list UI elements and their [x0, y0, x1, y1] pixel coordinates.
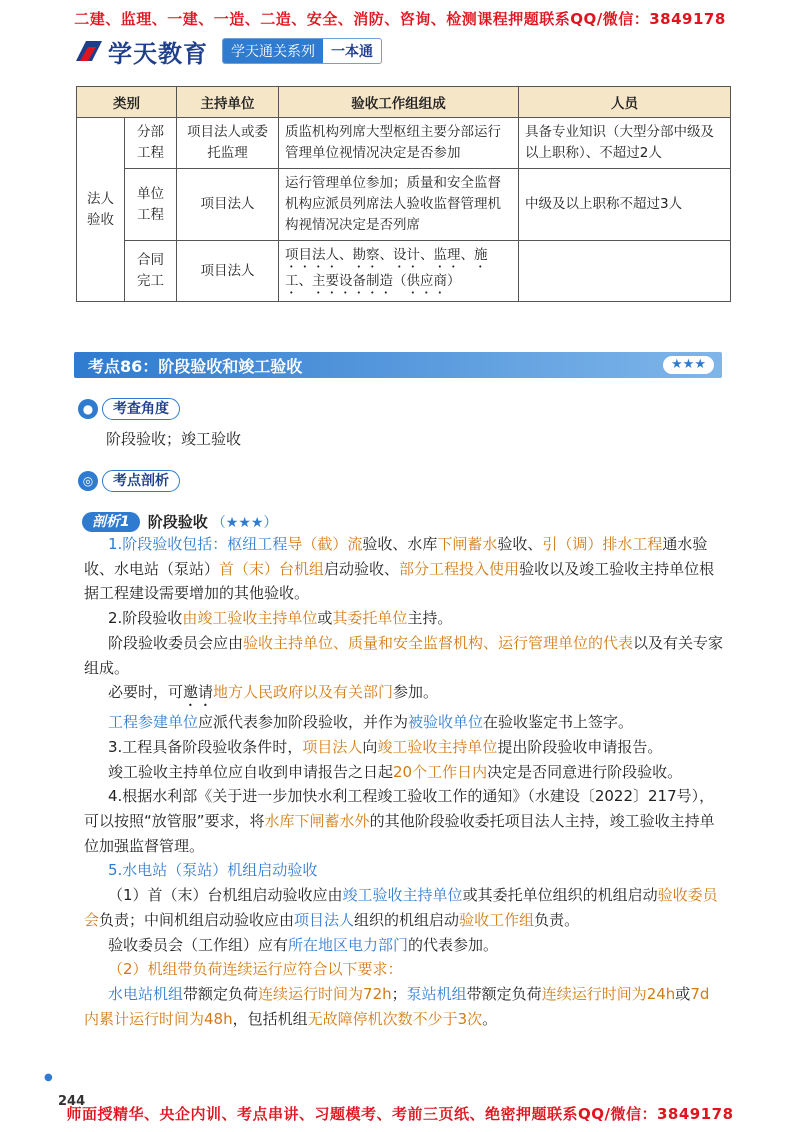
keypoint-title: 考点86：阶段验收和竣工验收	[88, 356, 303, 376]
analysis-label: 考点剖析	[102, 470, 180, 492]
paragraph	[84, 735, 724, 760]
acceptance-table	[76, 86, 731, 302]
target-icon: ◎	[78, 471, 98, 491]
highlight: 地方人民政府以及有关部门	[213, 683, 394, 702]
text-span: 验收委员会（工作组）应有	[108, 935, 289, 954]
text-span: 提出阶段验收申请报告。	[497, 737, 663, 756]
highlight: 部分工程投入使用	[399, 559, 520, 578]
text-span: 在验收鉴定书上签字。	[483, 713, 634, 732]
highlight: 连续运行时间为24h	[541, 984, 676, 1003]
highlight: 下闸蓄水	[437, 535, 498, 553]
text-span: 组织的机组启动	[354, 910, 460, 929]
text-span: 通水验收、水电站（泵站）	[84, 535, 708, 578]
table-header: 人员	[519, 87, 731, 118]
text-span: 3.工程具备阶段验收条件时，	[108, 737, 303, 756]
highlight: 被验收单位	[408, 713, 484, 732]
table-row	[77, 118, 731, 169]
emphasis: 邀请	[183, 683, 214, 702]
highlight: 验收主持单位、质量和安全监督机构、运行管理单位的代表	[243, 633, 634, 652]
table-cell: 中级及以上职称不超过3人	[519, 169, 731, 241]
table-header: 主持单位	[177, 87, 279, 118]
text-span: 。	[482, 1009, 498, 1028]
table-cell: 单位工程	[125, 169, 177, 241]
highlight: 所在地区电力部门	[288, 935, 409, 954]
table-header-row	[77, 87, 731, 118]
table-cell: 项目法人	[177, 169, 279, 241]
paragraph: 5.水电站（泵站）机组启动验收	[108, 861, 318, 880]
text-span: 启动验收、	[324, 559, 400, 578]
table-cell: 质监机构列席大型枢纽主要分部运行管理单位视情况决定是否参加	[279, 118, 519, 169]
analysis-stars: （★★★）	[211, 514, 278, 531]
highlight: 无故障停机次数不少于3次	[307, 1009, 483, 1028]
paragraph	[84, 631, 724, 680]
table-cell: 项目法人	[177, 241, 279, 302]
table-cell: 项目法人、勘察、设计、监理、施工、主要设备制造（供应商）	[279, 241, 519, 302]
series-suffix: 一本通	[331, 44, 373, 60]
keypoint-banner	[74, 352, 722, 378]
highlight: 水库下闸蓄水外	[264, 812, 370, 831]
paragraph	[84, 883, 724, 932]
highlight: 20个工作日内	[393, 762, 488, 781]
highlight: 引（调）排水工程	[542, 535, 663, 553]
text-span: 必要时，可	[108, 683, 184, 702]
angle-text: 阶段验收；竣工验收	[106, 430, 242, 448]
text-span: 参加。	[393, 683, 439, 702]
table-row	[77, 241, 731, 302]
text-span: 主持。	[407, 609, 453, 628]
highlight: 导（截）流	[287, 535, 363, 553]
text-span: 决定是否同意进行阶段验收。	[487, 762, 683, 781]
text-span: 应派代表参加阶段验收，并作为	[198, 713, 409, 732]
text-span: 或其委托单位组织的机组启动	[462, 886, 658, 905]
text-span: 带额定负荷	[466, 984, 542, 1003]
table-header: 类别	[77, 87, 177, 118]
text-span: 竣工验收主持单位应自收到申请报告之日起	[108, 762, 394, 781]
text-span: 4.根据水利部《关于进一步加快水利工程竣工验收工作的通知》（水建设〔2022〕217号），可以按照“放管服”要求，将	[84, 787, 715, 831]
marker-icon: ●	[44, 1072, 53, 1083]
top-ad-banner: 二建、监理、一建、一造、二造、安全、消防、咨询、检测课程押题联系QQ/微信：3849178	[74, 10, 726, 28]
analysis-heading	[78, 470, 180, 492]
text-span: 验收、水库	[362, 535, 438, 553]
text-span: 验收以及竣工验收主持单位根据工程建设需要增加的其他验收。	[84, 559, 715, 603]
brand-name: 学天教育	[108, 39, 208, 68]
bottom-ad-banner: 师面授精华、央企内训、考点串讲、习题模考、考前三页纸、绝密押题联系QQ/微信：3849178	[66, 1105, 734, 1123]
highlight: 连续运行时间为72h	[258, 984, 392, 1003]
text-span: 的代表参加。	[408, 935, 499, 954]
table-cell: 项目法人或委托监理	[177, 118, 279, 169]
table-cell: 具备专业知识（大型分部中级及以上职称）、不超过2人	[519, 118, 731, 169]
paragraph	[84, 710, 724, 735]
text-span: 负责。	[534, 910, 580, 929]
highlight: 由竣工验收主持单位	[182, 609, 318, 628]
highlight: 项目法人	[302, 737, 363, 756]
series-label	[222, 38, 382, 64]
table-cell	[519, 241, 731, 302]
text-span: 或	[317, 609, 333, 628]
location-pin-icon: ●	[78, 399, 98, 419]
keypoint-stars: ★★★	[663, 356, 714, 374]
highlight: 其委托单位	[332, 609, 408, 628]
text-span: 阶段验收委员会应由	[108, 633, 244, 652]
paragraph	[84, 982, 724, 1031]
table-cell: 合同完工	[125, 241, 177, 302]
table-cell: 分部工程	[125, 118, 177, 169]
highlight: 7d内累计运行时间为48h	[84, 984, 710, 1028]
page-number: 244	[58, 1094, 86, 1109]
paragraph	[84, 606, 724, 631]
text-span: 2.阶段验收	[108, 609, 183, 628]
angle-label: 考查角度	[102, 398, 180, 420]
text-span: 带额定负荷	[183, 984, 259, 1003]
highlight: 工程参建单位	[108, 713, 199, 732]
highlight: 泵站机组	[406, 984, 467, 1003]
paragraph	[84, 532, 724, 606]
text-span: （1）首（末）台机组启动验收应由	[108, 886, 343, 905]
highlight: 项目法人	[294, 910, 355, 929]
highlight: 验收委员会	[84, 886, 718, 929]
text-span: ，包括机组	[232, 1009, 308, 1028]
text-span: 以及有关专家组成。	[84, 633, 724, 677]
brand-header	[74, 36, 382, 66]
body-text	[84, 532, 724, 1031]
highlight: 首（末）台机组	[219, 559, 325, 578]
text-span: 1.阶段验收包括：枢纽工程	[108, 535, 288, 553]
analysis-title: 阶段验收	[147, 513, 208, 531]
highlight: 竣工验收主持单位	[342, 886, 463, 905]
paragraph	[84, 933, 724, 958]
highlight: 验收工作组	[459, 910, 535, 929]
table-header: 验收工作组组成	[279, 87, 519, 118]
highlight: 水电站机组	[108, 984, 184, 1003]
text-span: ；	[391, 984, 407, 1003]
text-span: 向	[362, 737, 378, 756]
paragraph	[84, 680, 724, 710]
text-span: 或	[675, 984, 691, 1003]
text-span: 的其他阶段验收委托项目法人主持，竣工验收主持单位加强监督管理。	[84, 812, 715, 855]
text-span: 负责；中间机组启动验收应由	[99, 910, 295, 929]
brand-logo-icon	[74, 39, 104, 63]
analysis-badge: 剖析1	[82, 512, 140, 532]
angle-heading	[78, 398, 180, 420]
paragraph	[84, 760, 724, 785]
paragraph	[84, 784, 724, 858]
analysis-tag	[82, 511, 277, 532]
table-row	[77, 169, 731, 241]
series-name: 学天通关系列	[223, 39, 323, 63]
table-group-cell: 法人验收	[77, 118, 125, 302]
highlight: 竣工验收主持单位	[377, 737, 498, 756]
text-span: 验收、	[497, 535, 543, 553]
table-cell: 运行管理单位参加；质量和安全监督机构应派员列席法人验收监督管理机构视情况决定是否列席	[279, 169, 519, 241]
paragraph: （2）机组带负荷连续运行应符合以下要求：	[108, 960, 403, 979]
